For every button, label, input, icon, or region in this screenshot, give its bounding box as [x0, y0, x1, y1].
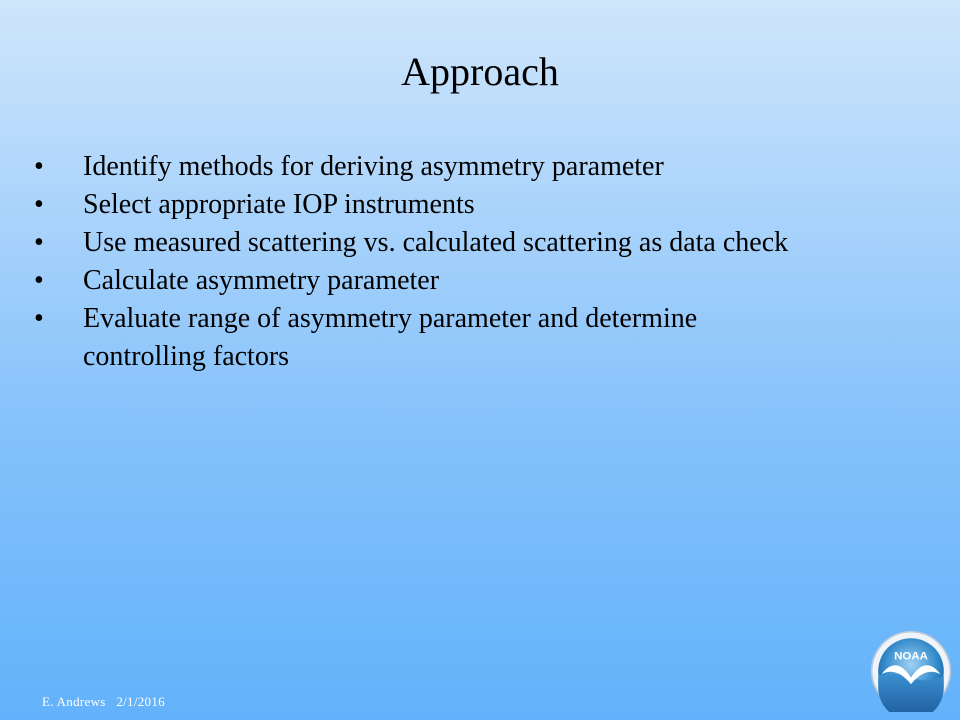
- logo-text: NOAA: [894, 650, 928, 663]
- bullet-text: Identify methods for deriving asymmetry parameter: [83, 151, 664, 182]
- footer-date: 2/1/2016: [116, 694, 165, 709]
- bullet-item: [28, 262, 928, 300]
- slide-footer: [42, 694, 165, 710]
- bullet-list: [28, 148, 928, 376]
- bullet-text: Evaluate range of asymmetry parameter and determine controlling factors: [83, 303, 698, 372]
- bullet-item: [28, 186, 928, 224]
- bullet-item: [28, 224, 928, 262]
- bullet-marker: •: [34, 227, 44, 258]
- bullet-text: Select appropriate IOP instruments: [83, 189, 475, 220]
- bullet-marker: •: [34, 303, 44, 334]
- noaa-logo-icon: [870, 630, 952, 712]
- bullet-marker: •: [34, 265, 44, 296]
- bullet-item: [28, 148, 928, 186]
- bullet-text: Calculate asymmetry parameter: [83, 265, 440, 296]
- bullet-marker: •: [34, 189, 44, 220]
- bullet-text: Use measured scattering vs. calculated scattering as data check: [83, 227, 789, 258]
- bullet-item: [28, 300, 928, 376]
- bullet-marker: •: [34, 151, 44, 182]
- footer-author: E. Andrews: [42, 694, 106, 709]
- slide-title: Approach: [401, 49, 559, 94]
